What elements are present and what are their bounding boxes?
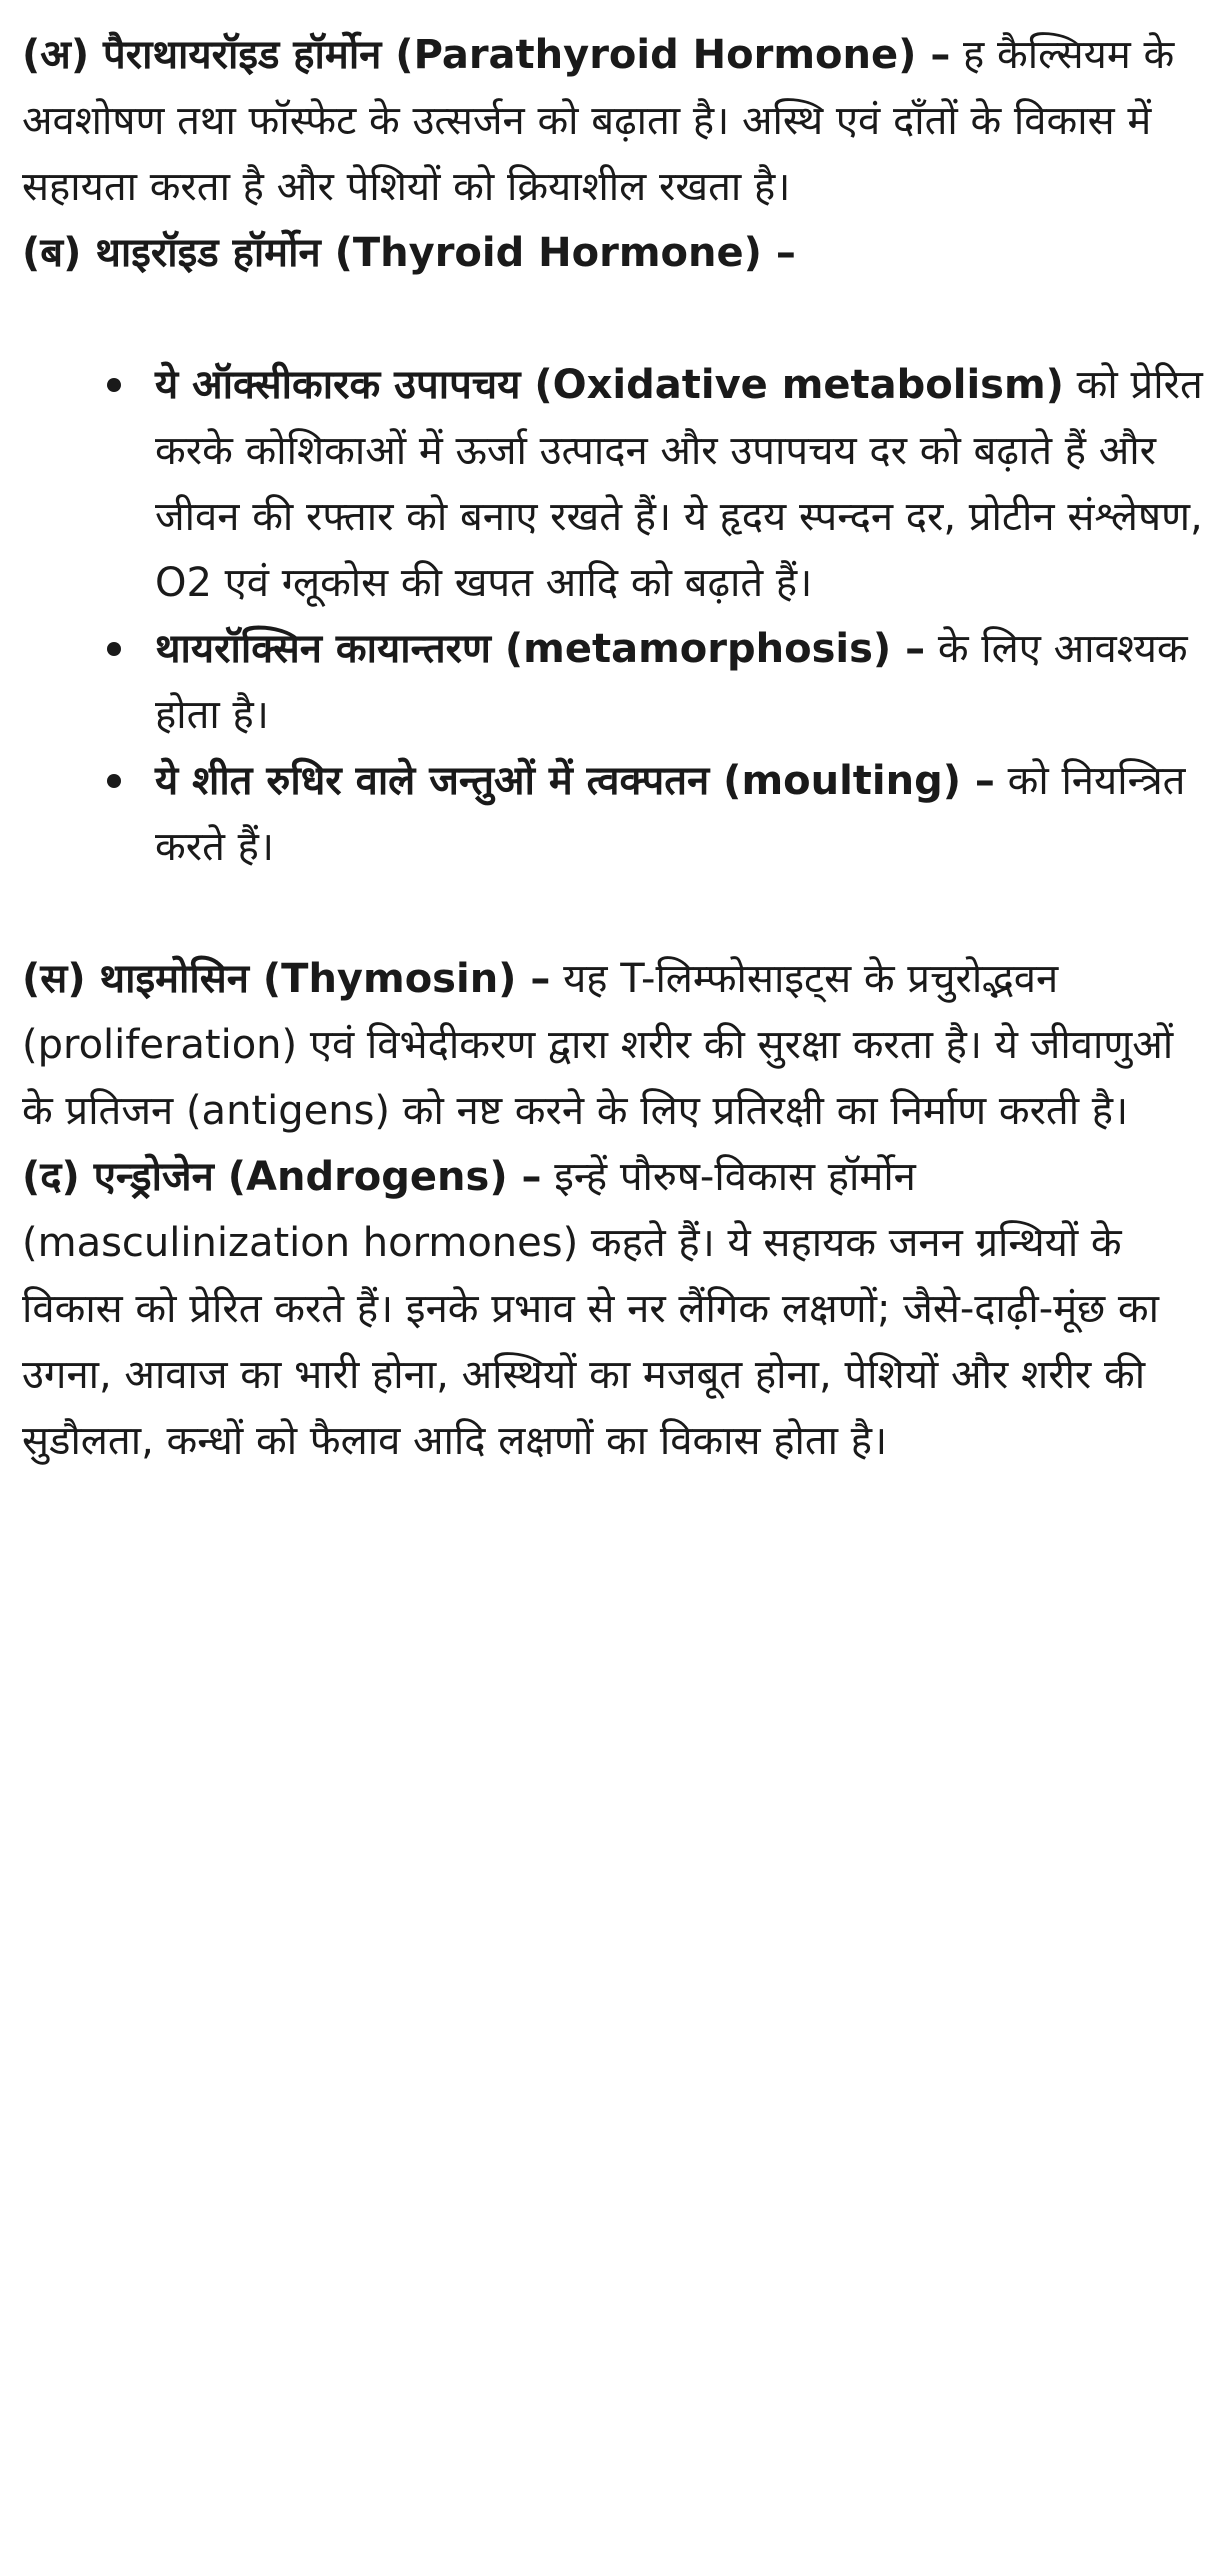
bullet-bold-text: थायरॉक्सिन कायान्तरण (metamorphosis) – — [155, 626, 926, 672]
thymosin-heading: (स) थाइमोसिन (Thymosin) – — [22, 956, 551, 1002]
thymosin-paragraph — [22, 946, 1205, 1144]
parathyroid-paragraph — [22, 22, 1205, 220]
thyroid-bullet-list — [22, 352, 1205, 880]
androgens-paragraph — [22, 1144, 1205, 1474]
parathyroid-text: ह कैल्सियम के अवशोषण तथा फॉस्फेट के उत्सर्जन को बढ़ाता है। अस्थि एवं दाँतों के विकास में सहायता करता है और पेशियों को क्रियाशील रखता है। — [22, 32, 1175, 210]
bullet-text: को नियन्त्रित करते हैं। — [155, 758, 1186, 870]
bullet-text: के लिए आवश्यक होता है। — [155, 626, 1188, 738]
section-spacer — [22, 880, 1205, 946]
androgens-text: इन्हें पौरुष-विकास हॉर्मोन (masculinization hormones) कहते हैं। ये सहायक जनन ग्रन्थियों के विकास को प्रेरित करते हैं। इनके प्रभाव से नर लैंगिक लक्षणों; जैसे-दाढ़ी-मूंछ का उगना, आवाज का भारी होना, अस्थियों का मजबूत होना, पेशियों और शरीर की सुडौलता, कन्धों को फैलाव आदि लक्षणों का विकास होता है। — [22, 1154, 1159, 1464]
thyroid-bullet-item — [155, 748, 1205, 880]
bullet-bold-text: ये ऑक्सीकारक उपापचय (Oxidative metabolism) — [155, 362, 1064, 408]
bullet-bold-text: ये शीत रुधिर वाले जन्तुओं में त्वक्पतन (moulting) – — [155, 758, 995, 804]
thyroid-heading-paragraph — [22, 220, 1205, 286]
parathyroid-heading: (अ) पैराथायरॉइड हॉर्मोन (Parathyroid Hormone) – — [22, 32, 951, 78]
thyroid-heading: (ब) थाइरॉइड हॉर्मोन (Thyroid Hormone) – — [22, 230, 796, 276]
section-spacer — [22, 286, 1205, 352]
thyroid-bullet-item — [155, 352, 1205, 616]
bullet-text: को प्रेरित करके कोशिकाओं में ऊर्जा उत्पादन और उपापचय दर को बढ़ाते हैं और जीवन की रफ्तार को बनाए रखते हैं। ये हृदय स्पन्दन दर, प्रोटीन संश्लेषण, O2 एवं ग्लूकोस की खपत आदि को बढ़ाते हैं। — [155, 362, 1203, 606]
thyroid-bullet-item — [155, 616, 1205, 748]
androgens-heading: (द) एन्ड्रोजेन (Androgens) – — [22, 1154, 542, 1200]
thymosin-text: यह T-लिम्फोसाइट्स के प्रचुरोद्भवन (proliferation) एवं विभेदीकरण द्वारा शरीर की सुरक्षा करता है। ये जीवाणुओं के प्रतिजन (antigens) को नष्ट करने के लिए प्रतिरक्षी का निर्माण करती है। — [22, 956, 1174, 1134]
